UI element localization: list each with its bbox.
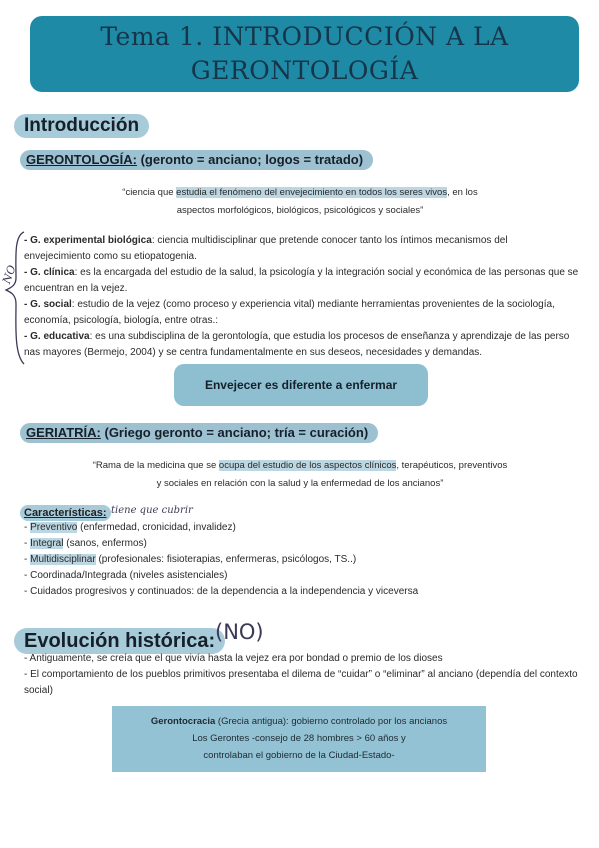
gerontologia-label: GERONTOLOGÍA: (26, 152, 137, 167)
gerontocracia-box (112, 706, 486, 772)
geriatria-definition (20, 423, 378, 443)
list-item: - Preventivo (enfermedad, cronicidad, invalidez) (24, 522, 236, 533)
branch-line (24, 281, 584, 297)
branch-text: : es una subdisciplina de la gerontología, que estudia los procesos de enseñanza y aprendizaje de las perso (89, 331, 570, 342)
evolucion-line: - El comportamiento de los pueblos primitivos presentaba el dilema de “cuidar” o “eliminar” al anciano (dependía del contexto (24, 669, 578, 680)
handwritten-note: tiene que cubrir (111, 505, 193, 516)
evolucion-line: social) (24, 685, 53, 696)
branch-line (24, 329, 584, 345)
list-item: - Cuidados progresivos y continuados: de la dependencia a la independencia y viceversa (24, 586, 419, 597)
page-title: Tema 1. INTRODUCCIÓN A LA GERONTOLOGÍA (100, 22, 509, 85)
quote-part: “ciencia que (122, 187, 177, 198)
gerontologia-definition (20, 150, 373, 170)
quote-part: aspectos morfológicos, biológicos, psicológicos y sociales” (176, 205, 424, 216)
branch-line (24, 233, 584, 249)
caracteristicas-label (20, 505, 111, 521)
item-text: (profesionales: fisioterapias, enfermeras, psicólogos, TS..) (95, 554, 357, 565)
item-highlight: Integral (30, 538, 64, 549)
caracteristicas-text: Características: (24, 507, 107, 519)
callout-envejecer: Envejecer es diferente a enfermar (174, 364, 428, 406)
evolucion-lines (24, 651, 584, 699)
branch-text: encuentran en la vejez. (24, 283, 128, 294)
section-heading-evolucion: Evolución histórica: (14, 628, 225, 654)
item-highlight: Preventivo (30, 522, 78, 533)
handwritten-no: (NO) (215, 620, 264, 644)
quote-part: y sociales en relación con la salud y la enfermedad de los ancianos” (156, 478, 444, 489)
branch-label: - G. experimental biológica (24, 235, 152, 246)
gerontologia-etymology: (geronto = anciano; logos = tratado) (136, 152, 364, 167)
gerontologia-quote (40, 184, 560, 220)
box-text: (Grecia antigua): gobierno controlado por los ancianos (215, 716, 448, 727)
quote-part: , en los (447, 187, 478, 198)
section-heading-introduccion: Introducción (14, 114, 149, 138)
branch-text: : es la encargada del estudio de la salud, la psicología y la integración social y económica de las personas que se (74, 267, 579, 278)
branch-line (24, 345, 584, 361)
list-item: - Integral (sanos, enfermos) (24, 538, 147, 549)
list-item: - Coordinada/Integrada (niveles asistenciales) (24, 570, 228, 581)
box-bold: Gerontocracia (150, 716, 216, 727)
item-text: Cuidados progresivos y continuados: de la dependencia a la independencia y viceversa (30, 586, 419, 597)
branch-text: : estudio de la vejez (como proceso y experiencia vital) mediante herramientas provenientes de la sociología, (71, 299, 555, 310)
quote-highlight: estudia el fenómeno del envejecimiento en todos los seres vivos (176, 187, 448, 198)
box-line (112, 713, 486, 730)
branch-label: - G. educativa (24, 331, 90, 342)
branch-line (24, 297, 584, 313)
box-line: Los Gerontes -consejo de 28 hombres > 60 años y (192, 733, 406, 744)
branch-text: economía, psicología, biología, entre otras.: (24, 315, 219, 326)
list-item: - Multidisciplinar (profesionales: fisioterapias, enfermeras, psicólogos, TS..) (24, 554, 357, 565)
branch-label: - G. social (24, 299, 72, 310)
item-text: (sanos, enfermos) (63, 538, 147, 549)
box-line: controlaban el gobierno de la Ciudad-Estado- (203, 750, 395, 761)
branch-text: nas mayores (Bermejo, 2004) y se centra fundamentalmente en sus deseos, necesidades y demandas. (24, 347, 483, 358)
evolucion-line: - Antiguamente, se creía que el que vivía hasta la vejez era por bondad o premio de los dioses (24, 653, 443, 664)
geriatria-label: GERIATRÍA: (26, 425, 101, 440)
item-text: (enfermedad, cronicidad, invalidez) (77, 522, 236, 533)
branch-label: - G. clínica (24, 267, 75, 278)
branch-text: : ciencia multidisciplinar que pretende conocer tanto los íntimos mecanismos del (151, 235, 508, 246)
branch-line (24, 313, 584, 329)
quote-highlight: ocupa del estudio de los aspectos clínicos (218, 460, 397, 471)
geriatria-etymology: (Griego geronto = anciano; tría = curación) (100, 425, 369, 440)
margin-note-no: NO (0, 263, 19, 286)
branch-text: envejecimiento como su etiopatogenia. (24, 251, 197, 262)
gerontologia-branches (24, 233, 584, 361)
item-text: Coordinada/Integrada (niveles asistenciales) (30, 570, 228, 581)
caracteristicas-list (24, 520, 584, 600)
branch-line (24, 265, 584, 281)
geriatria-quote (40, 457, 560, 493)
item-highlight: Multidisciplinar (30, 554, 96, 565)
quote-part: “Rama de la medicina que se (92, 460, 219, 471)
quote-part: , terapéuticos, preventivos (396, 460, 508, 471)
branch-line (24, 249, 584, 265)
